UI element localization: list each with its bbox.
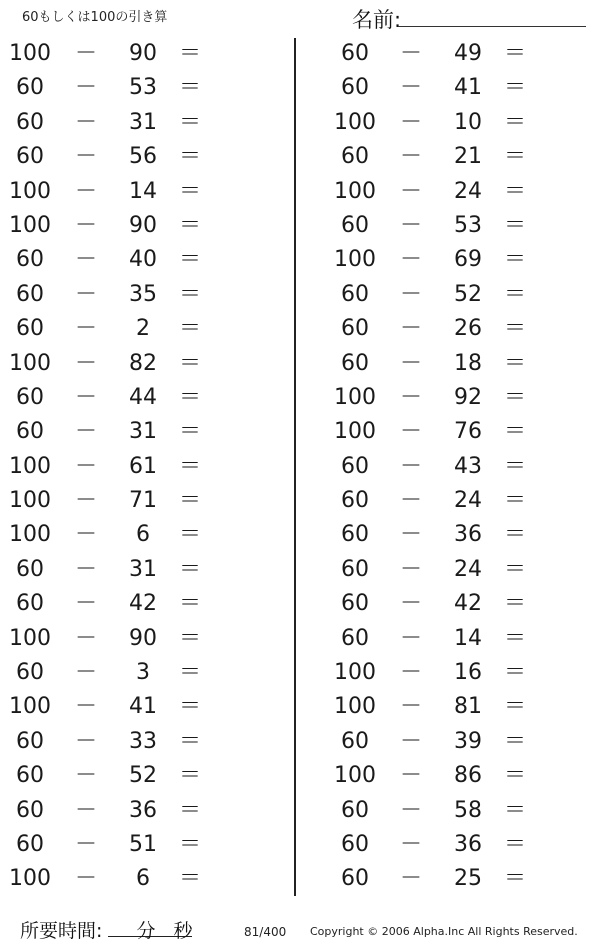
equals-sign: ＝ bbox=[503, 522, 526, 548]
minus-sign: － bbox=[399, 694, 422, 720]
problem-row bbox=[0, 71, 270, 105]
right-problem-column bbox=[325, 37, 595, 897]
minus-sign: － bbox=[74, 831, 97, 857]
minus-sign: － bbox=[74, 866, 97, 892]
problem-row bbox=[0, 209, 270, 243]
column-divider bbox=[294, 38, 296, 896]
minuend: 60 bbox=[341, 831, 369, 857]
problem-row bbox=[0, 37, 270, 71]
subtrahend: 36 bbox=[454, 522, 482, 548]
subtrahend: 24 bbox=[454, 556, 482, 582]
minuend: 100 bbox=[334, 384, 376, 410]
equals-sign: ＝ bbox=[178, 694, 201, 720]
problem-row bbox=[325, 725, 595, 759]
minus-sign: － bbox=[399, 556, 422, 582]
minuend: 100 bbox=[9, 522, 51, 548]
minus-sign: － bbox=[399, 419, 422, 445]
problem-row bbox=[325, 106, 595, 140]
equals-sign: ＝ bbox=[503, 763, 526, 789]
problem-row bbox=[0, 347, 270, 381]
problem-row bbox=[0, 312, 270, 346]
name-label: 名前: bbox=[352, 8, 402, 32]
problem-row bbox=[325, 140, 595, 174]
equals-sign: ＝ bbox=[178, 728, 201, 754]
subtrahend: 24 bbox=[454, 178, 482, 204]
equals-sign: ＝ bbox=[503, 831, 526, 857]
equals-sign: ＝ bbox=[503, 660, 526, 686]
subtrahend: 49 bbox=[454, 41, 482, 66]
problem-row bbox=[0, 759, 270, 793]
minuend: 60 bbox=[16, 419, 44, 445]
equals-sign: ＝ bbox=[178, 488, 201, 514]
equals-sign: ＝ bbox=[178, 419, 201, 445]
name-line bbox=[398, 26, 586, 27]
minuend: 60 bbox=[341, 556, 369, 582]
equals-sign: ＝ bbox=[178, 144, 201, 170]
equals-sign: ＝ bbox=[503, 41, 526, 66]
problem-row bbox=[0, 622, 270, 656]
minus-sign: － bbox=[399, 281, 422, 307]
problem-row bbox=[0, 794, 270, 828]
minus-sign: － bbox=[74, 797, 97, 823]
subtrahend: 41 bbox=[454, 75, 482, 101]
equals-sign: ＝ bbox=[178, 350, 201, 376]
minuend: 100 bbox=[334, 694, 376, 720]
problem-row bbox=[0, 690, 270, 724]
minuend: 60 bbox=[341, 316, 369, 342]
equals-sign: ＝ bbox=[503, 247, 526, 273]
minuend: 100 bbox=[334, 247, 376, 273]
minuend: 60 bbox=[341, 522, 369, 548]
problem-row bbox=[325, 587, 595, 621]
subtrahend: 90 bbox=[129, 625, 157, 651]
minuend: 60 bbox=[341, 281, 369, 307]
minus-sign: － bbox=[399, 109, 422, 135]
minuend: 60 bbox=[341, 41, 369, 66]
equals-sign: ＝ bbox=[178, 556, 201, 582]
minus-sign: － bbox=[399, 660, 422, 686]
minus-sign: － bbox=[399, 797, 422, 823]
subtrahend: 92 bbox=[454, 384, 482, 410]
minuend: 60 bbox=[341, 75, 369, 101]
minuend: 100 bbox=[334, 419, 376, 445]
problem-row bbox=[0, 518, 270, 552]
minus-sign: － bbox=[399, 831, 422, 857]
problem-row bbox=[0, 450, 270, 484]
subtrahend: 36 bbox=[454, 831, 482, 857]
equals-sign: ＝ bbox=[503, 797, 526, 823]
minuend: 60 bbox=[16, 660, 44, 686]
equals-sign: ＝ bbox=[178, 866, 201, 892]
subtrahend: 31 bbox=[129, 419, 157, 445]
minuend: 100 bbox=[334, 109, 376, 135]
minuend: 60 bbox=[16, 144, 44, 170]
minus-sign: － bbox=[74, 556, 97, 582]
minuend: 100 bbox=[9, 488, 51, 514]
minus-sign: － bbox=[74, 591, 97, 617]
minus-sign: － bbox=[74, 694, 97, 720]
problem-row bbox=[325, 794, 595, 828]
subtrahend: 86 bbox=[454, 763, 482, 789]
subtrahend: 3 bbox=[136, 660, 150, 686]
problem-row bbox=[325, 862, 595, 896]
minuend: 60 bbox=[16, 556, 44, 582]
minus-sign: － bbox=[399, 522, 422, 548]
problem-row bbox=[325, 175, 595, 209]
equals-sign: ＝ bbox=[178, 247, 201, 273]
problem-row bbox=[325, 622, 595, 656]
minuend: 60 bbox=[341, 591, 369, 617]
minus-sign: － bbox=[399, 728, 422, 754]
subtrahend: 14 bbox=[454, 625, 482, 651]
minuend: 60 bbox=[16, 281, 44, 307]
problem-row bbox=[0, 862, 270, 896]
subtrahend: 41 bbox=[129, 694, 157, 720]
minus-sign: － bbox=[74, 728, 97, 754]
copyright-notice: Copyright © 2006 Alpha.Inc All Rights Reserved. bbox=[310, 925, 578, 938]
equals-sign: ＝ bbox=[178, 316, 201, 342]
minuend: 60 bbox=[341, 625, 369, 651]
minuend: 60 bbox=[16, 316, 44, 342]
equals-sign: ＝ bbox=[503, 866, 526, 892]
problem-row bbox=[325, 759, 595, 793]
subtrahend: 31 bbox=[129, 109, 157, 135]
subtrahend: 76 bbox=[454, 419, 482, 445]
subtrahend: 31 bbox=[129, 556, 157, 582]
equals-sign: ＝ bbox=[178, 522, 201, 548]
equals-sign: ＝ bbox=[178, 75, 201, 101]
subtrahend: 71 bbox=[129, 488, 157, 514]
subtrahend: 53 bbox=[129, 75, 157, 101]
worksheet-title: 60もしくは100の引き算 bbox=[22, 10, 168, 25]
minus-sign: － bbox=[74, 75, 97, 101]
subtrahend: 44 bbox=[129, 384, 157, 410]
minuend: 100 bbox=[9, 453, 51, 479]
minuend: 100 bbox=[9, 866, 51, 892]
minuend: 60 bbox=[341, 797, 369, 823]
minuend: 60 bbox=[341, 488, 369, 514]
minus-sign: － bbox=[399, 591, 422, 617]
problem-row bbox=[325, 209, 595, 243]
minus-sign: － bbox=[74, 488, 97, 514]
equals-sign: ＝ bbox=[503, 625, 526, 651]
subtrahend: 42 bbox=[454, 591, 482, 617]
equals-sign: ＝ bbox=[503, 212, 526, 238]
minus-sign: － bbox=[74, 247, 97, 273]
problem-row bbox=[325, 243, 595, 277]
problem-row bbox=[325, 37, 595, 71]
minuend: 60 bbox=[341, 350, 369, 376]
minus-sign: － bbox=[74, 178, 97, 204]
minuend: 60 bbox=[16, 109, 44, 135]
minuend: 100 bbox=[9, 212, 51, 238]
minus-sign: － bbox=[399, 212, 422, 238]
equals-sign: ＝ bbox=[178, 831, 201, 857]
minus-sign: － bbox=[74, 763, 97, 789]
minus-sign: － bbox=[74, 316, 97, 342]
minuend: 60 bbox=[16, 75, 44, 101]
minus-sign: － bbox=[399, 41, 422, 66]
subtrahend: 40 bbox=[129, 247, 157, 273]
minuend: 60 bbox=[16, 797, 44, 823]
subtrahend: 90 bbox=[129, 212, 157, 238]
minuend: 60 bbox=[16, 831, 44, 857]
equals-sign: ＝ bbox=[178, 109, 201, 135]
equals-sign: ＝ bbox=[503, 316, 526, 342]
equals-sign: ＝ bbox=[503, 556, 526, 582]
minuend: 60 bbox=[16, 591, 44, 617]
subtrahend: 24 bbox=[454, 488, 482, 514]
minus-sign: － bbox=[399, 866, 422, 892]
equals-sign: ＝ bbox=[178, 453, 201, 479]
subtrahend: 81 bbox=[454, 694, 482, 720]
minus-sign: － bbox=[74, 384, 97, 410]
problem-row bbox=[0, 243, 270, 277]
equals-sign: ＝ bbox=[178, 660, 201, 686]
subtrahend: 61 bbox=[129, 453, 157, 479]
page-number: 81/400 bbox=[244, 925, 287, 939]
problem-row bbox=[325, 450, 595, 484]
subtrahend: 25 bbox=[454, 866, 482, 892]
problem-row bbox=[325, 484, 595, 518]
subtrahend: 51 bbox=[129, 831, 157, 857]
problem-row bbox=[0, 484, 270, 518]
problem-row bbox=[325, 278, 595, 312]
subtrahend: 42 bbox=[129, 591, 157, 617]
minuend: 100 bbox=[9, 694, 51, 720]
subtrahend: 82 bbox=[129, 350, 157, 376]
minuend: 60 bbox=[16, 728, 44, 754]
minuend: 60 bbox=[341, 866, 369, 892]
subtrahend: 52 bbox=[454, 281, 482, 307]
minuend: 60 bbox=[341, 212, 369, 238]
equals-sign: ＝ bbox=[503, 75, 526, 101]
minus-sign: － bbox=[399, 144, 422, 170]
subtrahend: 69 bbox=[454, 247, 482, 273]
problem-row bbox=[325, 381, 595, 415]
equals-sign: ＝ bbox=[503, 178, 526, 204]
equals-sign: ＝ bbox=[503, 591, 526, 617]
problem-row bbox=[0, 381, 270, 415]
minus-sign: － bbox=[74, 41, 97, 66]
minuend: 100 bbox=[334, 178, 376, 204]
minuend: 60 bbox=[341, 453, 369, 479]
minuend: 100 bbox=[9, 350, 51, 376]
equals-sign: ＝ bbox=[178, 212, 201, 238]
problem-row bbox=[0, 106, 270, 140]
minus-sign: － bbox=[74, 625, 97, 651]
subtrahend: 21 bbox=[454, 144, 482, 170]
minus-sign: － bbox=[74, 109, 97, 135]
minuend: 100 bbox=[9, 178, 51, 204]
subtrahend: 16 bbox=[454, 660, 482, 686]
minus-sign: － bbox=[399, 488, 422, 514]
equals-sign: ＝ bbox=[503, 419, 526, 445]
minuend: 100 bbox=[9, 41, 51, 66]
equals-sign: ＝ bbox=[178, 797, 201, 823]
minus-sign: － bbox=[74, 419, 97, 445]
problem-row bbox=[0, 587, 270, 621]
minus-sign: － bbox=[399, 763, 422, 789]
equals-sign: ＝ bbox=[503, 453, 526, 479]
minuend: 100 bbox=[334, 763, 376, 789]
seconds-label: 秒 bbox=[173, 916, 192, 937]
problem-row bbox=[325, 553, 595, 587]
minus-sign: － bbox=[74, 660, 97, 686]
subtrahend: 14 bbox=[129, 178, 157, 204]
equals-sign: ＝ bbox=[503, 488, 526, 514]
minus-sign: － bbox=[399, 316, 422, 342]
minus-sign: － bbox=[399, 75, 422, 101]
time-spent bbox=[20, 916, 192, 943]
subtrahend: 33 bbox=[129, 728, 157, 754]
seconds-blank bbox=[155, 916, 173, 937]
subtrahend: 43 bbox=[454, 453, 482, 479]
problem-row bbox=[325, 347, 595, 381]
problem-row bbox=[325, 71, 595, 105]
equals-sign: ＝ bbox=[178, 625, 201, 651]
equals-sign: ＝ bbox=[178, 763, 201, 789]
equals-sign: ＝ bbox=[178, 384, 201, 410]
problem-row bbox=[0, 828, 270, 862]
minuend: 60 bbox=[341, 728, 369, 754]
problem-row bbox=[325, 518, 595, 552]
minuend: 60 bbox=[16, 763, 44, 789]
minus-sign: － bbox=[399, 350, 422, 376]
equals-sign: ＝ bbox=[178, 281, 201, 307]
minus-sign: － bbox=[74, 281, 97, 307]
equals-sign: ＝ bbox=[503, 144, 526, 170]
subtrahend: 10 bbox=[454, 109, 482, 135]
subtrahend: 39 bbox=[454, 728, 482, 754]
equals-sign: ＝ bbox=[503, 350, 526, 376]
minus-sign: － bbox=[74, 144, 97, 170]
minus-sign: － bbox=[399, 625, 422, 651]
left-problem-column bbox=[0, 37, 270, 897]
problem-row bbox=[0, 415, 270, 449]
subtrahend: 26 bbox=[454, 316, 482, 342]
equals-sign: ＝ bbox=[503, 694, 526, 720]
equals-sign: ＝ bbox=[178, 591, 201, 617]
subtrahend: 35 bbox=[129, 281, 157, 307]
problem-row bbox=[0, 278, 270, 312]
equals-sign: ＝ bbox=[178, 41, 201, 66]
time-label: 所要時間: bbox=[20, 920, 103, 942]
subtrahend: 2 bbox=[136, 316, 150, 342]
subtrahend: 18 bbox=[454, 350, 482, 376]
problem-row bbox=[0, 656, 270, 690]
subtrahend: 90 bbox=[129, 41, 157, 66]
minus-sign: － bbox=[399, 178, 422, 204]
minuend: 60 bbox=[341, 144, 369, 170]
problem-row bbox=[0, 175, 270, 209]
minus-sign: － bbox=[74, 522, 97, 548]
minuend: 60 bbox=[16, 384, 44, 410]
minus-sign: － bbox=[399, 247, 422, 273]
subtrahend: 36 bbox=[129, 797, 157, 823]
minus-sign: － bbox=[399, 384, 422, 410]
subtrahend: 6 bbox=[136, 522, 150, 548]
equals-sign: ＝ bbox=[503, 109, 526, 135]
minuend: 100 bbox=[334, 660, 376, 686]
problem-row bbox=[0, 553, 270, 587]
minuend: 100 bbox=[9, 625, 51, 651]
minutes-blank bbox=[108, 916, 136, 937]
subtrahend: 56 bbox=[129, 144, 157, 170]
minutes-label: 分 bbox=[136, 916, 155, 937]
problem-row bbox=[0, 725, 270, 759]
minuend: 60 bbox=[16, 247, 44, 273]
equals-sign: ＝ bbox=[503, 728, 526, 754]
problem-row bbox=[0, 140, 270, 174]
problem-row bbox=[325, 312, 595, 346]
problem-row bbox=[325, 656, 595, 690]
minus-sign: － bbox=[74, 212, 97, 238]
subtrahend: 53 bbox=[454, 212, 482, 238]
minus-sign: － bbox=[74, 350, 97, 376]
equals-sign: ＝ bbox=[503, 384, 526, 410]
subtrahend: 6 bbox=[136, 866, 150, 892]
subtrahend: 58 bbox=[454, 797, 482, 823]
minus-sign: － bbox=[74, 453, 97, 479]
minus-sign: － bbox=[399, 453, 422, 479]
problem-row bbox=[325, 690, 595, 724]
problem-row bbox=[325, 828, 595, 862]
equals-sign: ＝ bbox=[178, 178, 201, 204]
subtrahend: 52 bbox=[129, 763, 157, 789]
problem-row bbox=[325, 415, 595, 449]
equals-sign: ＝ bbox=[503, 281, 526, 307]
